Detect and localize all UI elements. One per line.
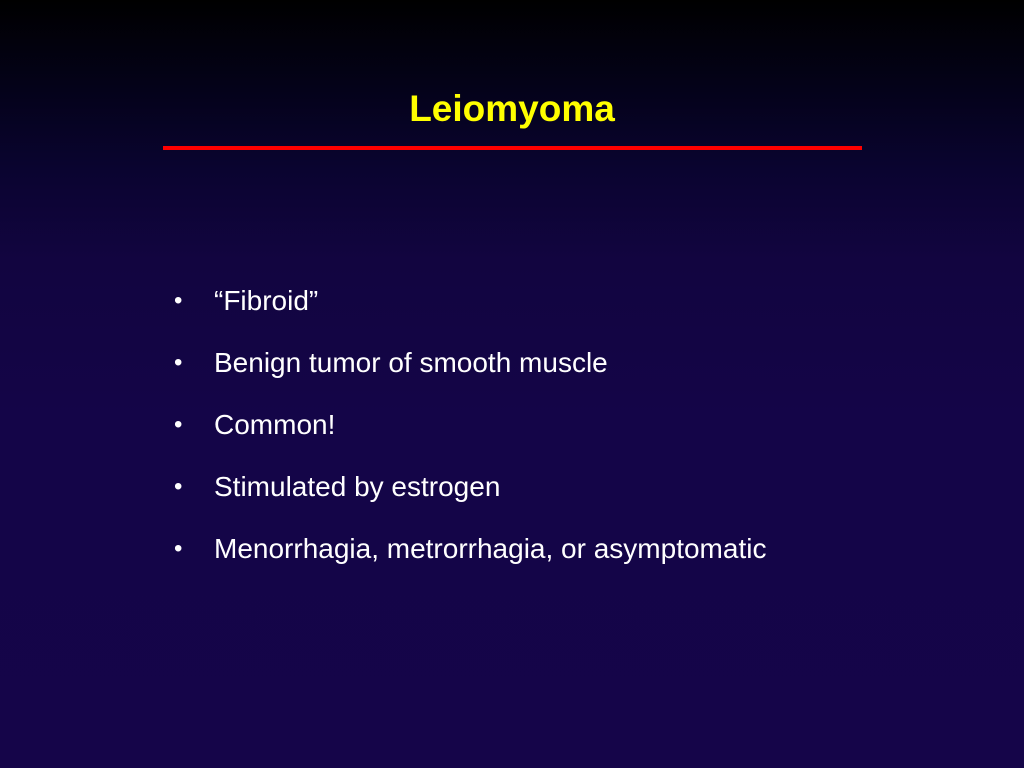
bullet-icon: • (174, 411, 183, 438)
bullet-item (174, 464, 766, 526)
bullet-item (174, 402, 766, 464)
bullet-icon: • (174, 287, 183, 314)
bullet-text: Menorrhagia, metrorrhagia, or asymptomatic (214, 533, 767, 564)
bullet-icon: • (174, 473, 183, 500)
bullet-text: Stimulated by estrogen (214, 471, 501, 502)
bullet-icon: • (174, 535, 183, 562)
bullet-text: Common! (214, 409, 336, 440)
bullet-text: “Fibroid” (214, 285, 319, 316)
bullet-text: Benign tumor of smooth muscle (214, 347, 608, 378)
bullet-item (174, 278, 766, 340)
bullet-icon: • (174, 349, 183, 376)
bullet-item (174, 340, 766, 402)
bullet-list (174, 278, 766, 588)
bullet-item (174, 526, 766, 588)
title-underline (163, 146, 862, 150)
slide-title: Leiomyoma (409, 88, 615, 129)
